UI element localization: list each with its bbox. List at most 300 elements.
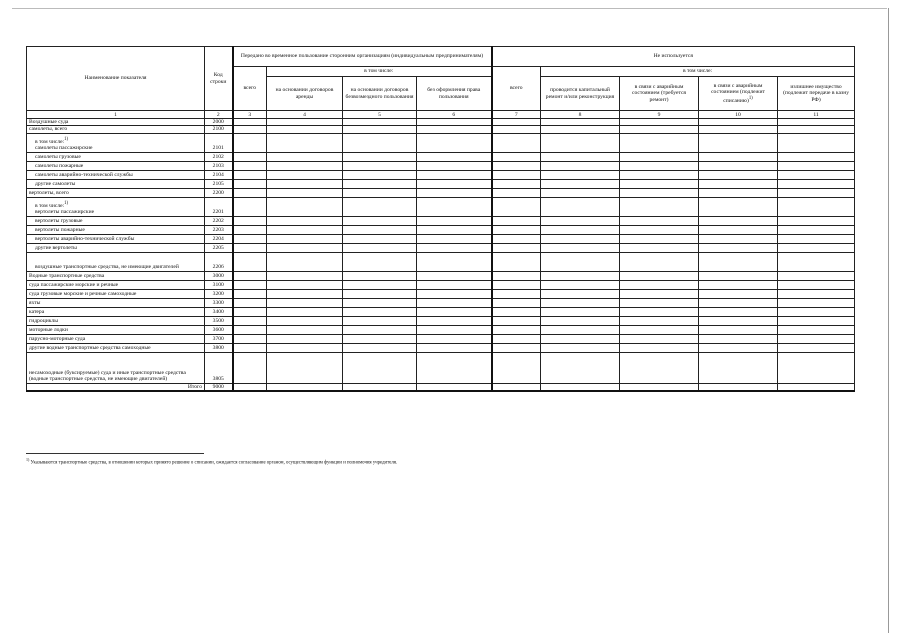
value-cell[interactable]: [699, 334, 778, 343]
row-code: 2203: [205, 225, 233, 234]
value-cell[interactable]: [778, 307, 855, 316]
value-cell[interactable]: [492, 161, 541, 170]
value-cell[interactable]: [492, 179, 541, 188]
value-cell[interactable]: [233, 152, 267, 161]
value-cell[interactable]: [699, 152, 778, 161]
value-cell[interactable]: [417, 307, 492, 316]
table-row: [27, 126, 855, 133]
value-cell[interactable]: [343, 289, 417, 298]
value-cell[interactable]: [267, 298, 343, 307]
value-cell[interactable]: [492, 316, 541, 325]
value-cell[interactable]: [778, 252, 855, 271]
value-cell[interactable]: [233, 216, 267, 225]
row-name-text: вертолеты грузовые: [35, 218, 83, 225]
page-right-edge: [888, 8, 889, 633]
value-cell[interactable]: [541, 119, 620, 126]
total-value-cell[interactable]: [620, 383, 699, 391]
value-cell[interactable]: [699, 133, 778, 152]
table-row: [27, 225, 855, 234]
table-row: [27, 325, 855, 334]
value-cell[interactable]: [699, 119, 778, 126]
row-name-text: Воздушные суда: [29, 119, 69, 125]
value-cell[interactable]: [492, 126, 541, 133]
header-unused: Не используется: [492, 47, 855, 67]
footnote-ref: 1): [64, 201, 69, 207]
header-emergency-writeoff-text: в связи с аварийным состоянием (подлежит списанию): [711, 82, 765, 104]
value-cell[interactable]: [417, 289, 492, 298]
value-cell[interactable]: [492, 271, 541, 280]
value-cell[interactable]: [233, 119, 267, 126]
value-cell[interactable]: [417, 126, 492, 133]
value-cell[interactable]: [267, 307, 343, 316]
value-cell[interactable]: [343, 252, 417, 271]
value-cell[interactable]: [492, 119, 541, 126]
column-number: 4: [267, 111, 343, 119]
column-number: 2: [205, 111, 233, 119]
row-name: [27, 225, 205, 234]
value-cell[interactable]: [541, 197, 620, 216]
value-cell[interactable]: [778, 170, 855, 179]
value-cell[interactable]: [620, 325, 699, 334]
value-cell[interactable]: [492, 243, 541, 252]
row-name: [27, 325, 205, 334]
value-cell[interactable]: [541, 316, 620, 325]
value-cell[interactable]: [233, 343, 267, 352]
value-cell[interactable]: [233, 170, 267, 179]
value-cell[interactable]: [343, 170, 417, 179]
value-cell[interactable]: [343, 316, 417, 325]
value-cell[interactable]: [778, 234, 855, 243]
row-name: [27, 179, 205, 188]
value-cell[interactable]: [267, 243, 343, 252]
value-cell[interactable]: [267, 252, 343, 271]
value-cell[interactable]: [343, 216, 417, 225]
value-cell[interactable]: [541, 352, 620, 383]
value-cell[interactable]: [699, 325, 778, 334]
value-cell[interactable]: [699, 234, 778, 243]
row-code: 2101: [205, 133, 233, 152]
value-cell[interactable]: [778, 188, 855, 197]
value-cell[interactable]: [233, 289, 267, 298]
row-name: [27, 234, 205, 243]
page-top-line: [12, 8, 887, 9]
row-name: [27, 170, 205, 179]
value-cell[interactable]: [267, 133, 343, 152]
value-cell[interactable]: [417, 197, 492, 216]
value-cell[interactable]: [343, 197, 417, 216]
row-code: 2104: [205, 170, 233, 179]
value-cell[interactable]: [492, 225, 541, 234]
column-number: 9: [620, 111, 699, 119]
value-cell[interactable]: [343, 243, 417, 252]
value-cell[interactable]: [343, 188, 417, 197]
value-cell[interactable]: [233, 325, 267, 334]
value-cell[interactable]: [417, 234, 492, 243]
value-cell[interactable]: [620, 307, 699, 316]
value-cell[interactable]: [343, 161, 417, 170]
header-no-registration: без оформления права пользования: [417, 77, 492, 111]
total-value-cell[interactable]: [699, 383, 778, 391]
total-label: Итого: [27, 383, 205, 391]
value-cell[interactable]: [541, 280, 620, 289]
value-cell[interactable]: [620, 352, 699, 383]
value-cell[interactable]: [267, 280, 343, 289]
column-number-row: [27, 111, 855, 119]
value-cell[interactable]: [778, 298, 855, 307]
total-value-cell[interactable]: [233, 383, 267, 391]
value-cell[interactable]: [417, 352, 492, 383]
row-code: 3800: [205, 343, 233, 352]
value-cell[interactable]: [267, 216, 343, 225]
value-cell[interactable]: [620, 298, 699, 307]
value-cell[interactable]: [620, 280, 699, 289]
value-cell[interactable]: [699, 197, 778, 216]
total-value-cell[interactable]: [778, 383, 855, 391]
row-code: 2204: [205, 234, 233, 243]
row-name-text: яхты: [29, 300, 41, 307]
value-cell[interactable]: [699, 343, 778, 352]
value-cell[interactable]: [267, 271, 343, 280]
row-code: 2202: [205, 216, 233, 225]
value-cell[interactable]: [541, 343, 620, 352]
value-cell[interactable]: [541, 216, 620, 225]
value-cell[interactable]: [267, 289, 343, 298]
value-cell[interactable]: [699, 307, 778, 316]
value-cell[interactable]: [492, 216, 541, 225]
value-cell[interactable]: [417, 216, 492, 225]
value-cell[interactable]: [417, 325, 492, 334]
value-cell[interactable]: [233, 280, 267, 289]
row-name: [27, 197, 205, 216]
value-cell[interactable]: [343, 271, 417, 280]
value-cell[interactable]: [620, 271, 699, 280]
value-cell[interactable]: [417, 316, 492, 325]
value-cell[interactable]: [343, 352, 417, 383]
total-value-cell[interactable]: [492, 383, 541, 391]
value-cell[interactable]: [417, 252, 492, 271]
value-cell[interactable]: [778, 179, 855, 188]
table-row: [27, 243, 855, 252]
value-cell[interactable]: [417, 225, 492, 234]
row-name-text: другие водные транспортные средства самоходные: [29, 345, 151, 352]
row-name-text: самолеты пожарные: [35, 163, 84, 170]
value-cell[interactable]: [343, 126, 417, 133]
total-value-cell[interactable]: [267, 383, 343, 391]
value-cell[interactable]: [233, 161, 267, 170]
value-cell[interactable]: [620, 234, 699, 243]
table-row: [27, 152, 855, 161]
transport-usage-table: [26, 46, 855, 392]
value-cell[interactable]: [620, 197, 699, 216]
value-cell[interactable]: [699, 126, 778, 133]
value-cell[interactable]: [620, 119, 699, 126]
value-cell[interactable]: [492, 133, 541, 152]
value-cell[interactable]: [492, 343, 541, 352]
value-cell[interactable]: [233, 298, 267, 307]
value-cell[interactable]: [541, 179, 620, 188]
value-cell[interactable]: [699, 243, 778, 252]
row-name-text: вертолеты аварийно-технической службы: [35, 236, 135, 243]
value-cell[interactable]: [417, 343, 492, 352]
value-cell[interactable]: [492, 289, 541, 298]
value-cell[interactable]: [699, 216, 778, 225]
value-cell[interactable]: [417, 243, 492, 252]
value-cell[interactable]: [417, 170, 492, 179]
value-cell[interactable]: [541, 307, 620, 316]
value-cell[interactable]: [699, 188, 778, 197]
value-cell[interactable]: [778, 243, 855, 252]
value-cell[interactable]: [699, 161, 778, 170]
row-name: [27, 298, 205, 307]
value-cell[interactable]: [233, 225, 267, 234]
row-name: [27, 133, 205, 152]
value-cell[interactable]: [541, 334, 620, 343]
footnote-ref: 1): [64, 137, 69, 143]
value-cell[interactable]: [778, 343, 855, 352]
header-unused-incl: в том числе:: [541, 67, 855, 77]
value-cell[interactable]: [492, 352, 541, 383]
value-cell[interactable]: [343, 152, 417, 161]
value-cell[interactable]: [541, 289, 620, 298]
value-cell[interactable]: [233, 197, 267, 216]
value-cell[interactable]: [343, 307, 417, 316]
value-cell[interactable]: [778, 352, 855, 383]
value-cell[interactable]: [343, 179, 417, 188]
value-cell[interactable]: [233, 252, 267, 271]
row-code: 2105: [205, 179, 233, 188]
value-cell[interactable]: [699, 271, 778, 280]
value-cell[interactable]: [492, 197, 541, 216]
value-cell[interactable]: [343, 280, 417, 289]
value-cell[interactable]: [492, 280, 541, 289]
value-cell[interactable]: [620, 161, 699, 170]
value-cell[interactable]: [699, 179, 778, 188]
value-cell[interactable]: [541, 152, 620, 161]
table-row: [27, 352, 855, 383]
value-cell[interactable]: [620, 216, 699, 225]
value-cell[interactable]: [233, 243, 267, 252]
value-cell[interactable]: [343, 298, 417, 307]
value-cell[interactable]: [778, 289, 855, 298]
value-cell[interactable]: [620, 243, 699, 252]
table-row: [27, 289, 855, 298]
row-code: 3805: [205, 352, 233, 383]
value-cell[interactable]: [233, 316, 267, 325]
table-row: [27, 133, 855, 152]
value-cell[interactable]: [541, 161, 620, 170]
value-cell[interactable]: [778, 197, 855, 216]
value-cell[interactable]: [267, 225, 343, 234]
column-number: 6: [417, 111, 492, 119]
value-cell[interactable]: [267, 126, 343, 133]
value-cell[interactable]: [267, 119, 343, 126]
value-cell[interactable]: [492, 234, 541, 243]
value-cell[interactable]: [417, 161, 492, 170]
value-cell[interactable]: [417, 119, 492, 126]
row-name-text: самолеты, всего: [29, 126, 68, 133]
value-cell[interactable]: [233, 126, 267, 133]
value-cell[interactable]: [620, 343, 699, 352]
value-cell[interactable]: [343, 325, 417, 334]
column-number: 11: [778, 111, 855, 119]
total-value-cell[interactable]: [417, 383, 492, 391]
table-row: [27, 170, 855, 179]
value-cell[interactable]: [233, 188, 267, 197]
value-cell[interactable]: [620, 225, 699, 234]
value-cell[interactable]: [541, 271, 620, 280]
row-code: 3200: [205, 289, 233, 298]
value-cell[interactable]: [541, 225, 620, 234]
row-code: 3500: [205, 316, 233, 325]
value-cell[interactable]: [343, 133, 417, 152]
value-cell[interactable]: [699, 280, 778, 289]
value-cell[interactable]: [541, 133, 620, 152]
value-cell[interactable]: [233, 179, 267, 188]
value-cell[interactable]: [778, 119, 855, 126]
value-cell[interactable]: [343, 234, 417, 243]
value-cell[interactable]: [417, 179, 492, 188]
value-cell[interactable]: [417, 271, 492, 280]
value-cell[interactable]: [417, 298, 492, 307]
row-name: [27, 289, 205, 298]
value-cell[interactable]: [492, 334, 541, 343]
value-cell[interactable]: [541, 252, 620, 271]
value-cell[interactable]: [778, 325, 855, 334]
value-cell[interactable]: [778, 225, 855, 234]
value-cell[interactable]: [343, 225, 417, 234]
value-cell[interactable]: [267, 179, 343, 188]
value-cell[interactable]: [417, 280, 492, 289]
value-cell[interactable]: [233, 271, 267, 280]
value-cell[interactable]: [267, 343, 343, 352]
value-cell[interactable]: [699, 170, 778, 179]
value-cell[interactable]: [233, 334, 267, 343]
total-value-cell[interactable]: [343, 383, 417, 391]
row-code: 2103: [205, 161, 233, 170]
value-cell[interactable]: [778, 280, 855, 289]
row-name-text: самолеты аварийно-технической службы: [35, 172, 133, 179]
table-body: [27, 111, 855, 392]
value-cell[interactable]: [492, 188, 541, 197]
row-name: [27, 343, 205, 352]
row-name-text: самолеты грузовые: [35, 154, 81, 161]
value-cell[interactable]: [417, 188, 492, 197]
row-name: [27, 271, 205, 280]
value-cell[interactable]: [343, 334, 417, 343]
row-code: 2200: [205, 188, 233, 197]
row-code: 3100: [205, 280, 233, 289]
value-cell[interactable]: [267, 325, 343, 334]
value-cell[interactable]: [233, 234, 267, 243]
value-cell[interactable]: [778, 152, 855, 161]
value-cell[interactable]: [699, 252, 778, 271]
value-cell[interactable]: [541, 243, 620, 252]
value-cell[interactable]: [267, 188, 343, 197]
value-cell[interactable]: [492, 152, 541, 161]
header-surplus: излишнее имущество (подлежит передаче в казну РФ): [778, 77, 855, 111]
row-name-text: другие самолеты: [35, 181, 76, 188]
value-cell[interactable]: [541, 325, 620, 334]
value-cell[interactable]: [343, 119, 417, 126]
value-cell[interactable]: [417, 133, 492, 152]
value-cell[interactable]: [620, 179, 699, 188]
value-cell[interactable]: [620, 188, 699, 197]
value-cell[interactable]: [267, 161, 343, 170]
value-cell[interactable]: [620, 289, 699, 298]
table-row: [27, 216, 855, 225]
value-cell[interactable]: [541, 298, 620, 307]
value-cell[interactable]: [541, 188, 620, 197]
row-code: 2102: [205, 152, 233, 161]
value-cell[interactable]: [778, 161, 855, 170]
value-cell[interactable]: [620, 334, 699, 343]
value-cell[interactable]: [492, 170, 541, 179]
header-unused-total: всего: [492, 67, 541, 111]
value-cell[interactable]: [620, 133, 699, 152]
value-cell[interactable]: [699, 316, 778, 325]
value-cell[interactable]: [699, 289, 778, 298]
value-cell[interactable]: [417, 152, 492, 161]
value-cell[interactable]: [267, 152, 343, 161]
value-cell[interactable]: [267, 316, 343, 325]
value-cell[interactable]: [620, 252, 699, 271]
value-cell[interactable]: [233, 352, 267, 383]
row-name-text: другие вертолеты: [35, 245, 77, 252]
value-cell[interactable]: [492, 325, 541, 334]
value-cell[interactable]: [620, 170, 699, 179]
value-cell[interactable]: [778, 316, 855, 325]
value-cell[interactable]: [541, 170, 620, 179]
value-cell[interactable]: [778, 334, 855, 343]
total-value-cell[interactable]: [541, 383, 620, 391]
header-transferred: Передано во временное пользование сторонним организациям (индивидуальным предпринимателям): [233, 47, 492, 67]
header-transferred-total: всего: [233, 67, 267, 111]
header-emergency-repair: в связи с аварийным состоянием (требуется ремонт): [620, 77, 699, 111]
column-number: 8: [541, 111, 620, 119]
value-cell[interactable]: [620, 152, 699, 161]
value-cell[interactable]: [267, 170, 343, 179]
footnote-separator: [26, 453, 204, 454]
value-cell[interactable]: [699, 352, 778, 383]
column-number: 5: [343, 111, 417, 119]
value-cell[interactable]: [699, 298, 778, 307]
row-code: 2201: [205, 197, 233, 216]
value-cell[interactable]: [267, 352, 343, 383]
value-cell[interactable]: [492, 307, 541, 316]
value-cell[interactable]: [233, 307, 267, 316]
value-cell[interactable]: [620, 316, 699, 325]
row-name: [27, 252, 205, 271]
value-cell[interactable]: [778, 216, 855, 225]
value-cell[interactable]: [699, 225, 778, 234]
value-cell[interactable]: [492, 252, 541, 271]
value-cell[interactable]: [541, 126, 620, 133]
value-cell[interactable]: [492, 298, 541, 307]
value-cell[interactable]: [417, 334, 492, 343]
row-code: 3700: [205, 334, 233, 343]
value-cell[interactable]: [233, 133, 267, 152]
value-cell[interactable]: [620, 126, 699, 133]
value-cell[interactable]: [267, 334, 343, 343]
value-cell[interactable]: [778, 271, 855, 280]
value-cell[interactable]: [267, 234, 343, 243]
header-emergency-writeoff: [699, 77, 778, 111]
value-cell[interactable]: [541, 234, 620, 243]
value-cell[interactable]: [343, 343, 417, 352]
value-cell[interactable]: [267, 197, 343, 216]
value-cell[interactable]: [778, 126, 855, 133]
value-cell[interactable]: [778, 133, 855, 152]
